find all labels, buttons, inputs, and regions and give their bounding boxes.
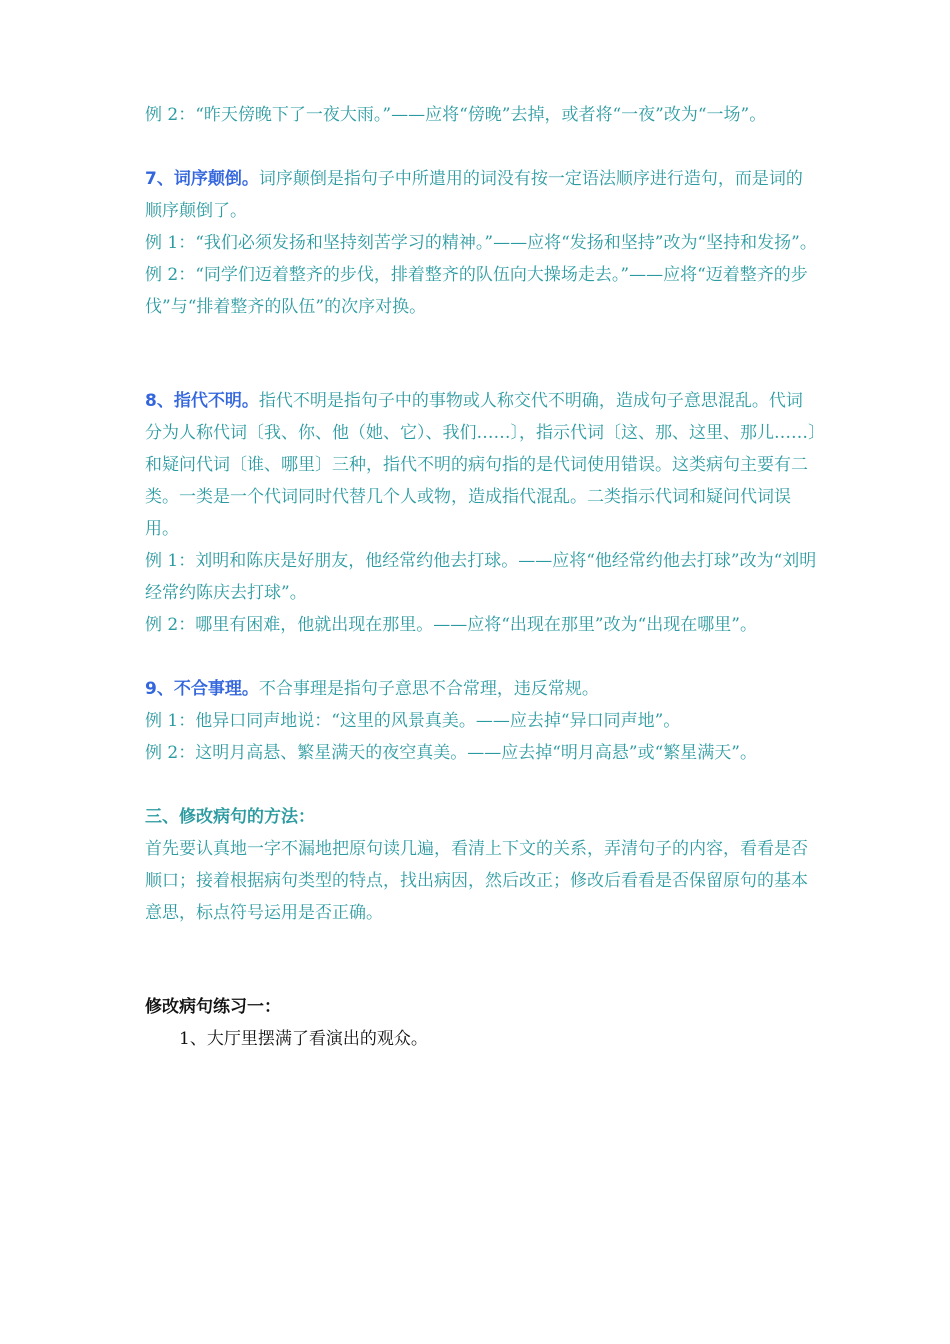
item9-example1: 例 1：他异口同声地说：“这里的风景真美。——应去掉“异口同声地”。 [145, 711, 681, 731]
spacer [145, 641, 817, 673]
spacer [145, 769, 817, 801]
item6-example2: 例 2：“昨天傍晚下了一夜大雨。”——应将“傍晚”去掉，或者将“一夜”改为“一场”。 [145, 105, 767, 125]
section3-heading: 三、修改病句的方法： [145, 807, 315, 827]
item7-example1: 例 1：“我们必须发扬和坚持刻苦学习的精神。”——应将“发扬和坚持”改为“坚持和发扬”。 [145, 233, 817, 253]
spacer [145, 131, 817, 163]
exercise1-question1: 1、大厅里摆满了看演出的观众。 [179, 1029, 428, 1049]
item9-paragraph [145, 673, 817, 705]
item7-example2: 例 2：“同学们迈着整齐的步伐，排着整齐的队伍向大操场走去。”——应将“迈着整齐的步伐”与“排着整齐的队伍”的次序对换。 [145, 265, 808, 317]
item8-paragraph [145, 385, 817, 545]
item9-definition: 不合事理是指句子意思不合常理，违反常规。 [258, 679, 599, 699]
document-page [145, 99, 817, 1055]
item7-definition: 词序颠倒是指句子中所遣用的词没有按一定语法顺序进行造句，而是词的顺序颠倒了。 [145, 169, 803, 221]
section3-body: 首先要认真地一字不漏地把原句读几遍，看清上下文的关系，弄清句子的内容，看看是否顺口；接着根据病句类型的特点，找出病因，然后改正；修改后看看是否保留原句的基本意思，标点符号运用是否正确。 [145, 839, 808, 923]
item9-heading: 9、不合事理。 [145, 679, 259, 699]
item9-example2: 例 2：这明月高悬、繁星满天的夜空真美。——应去掉“明月高悬”或“繁星满天”。 [145, 743, 757, 763]
item8-example1: 例 1：刘明和陈庆是好朋友，他经常约他去打球。——应将“他经常约他去打球”改为“刘明经常约陈庆去打球”。 [145, 551, 817, 603]
item7-heading: 7、词序颠倒。 [145, 169, 259, 189]
spacer [145, 929, 817, 991]
exercise1-heading: 修改病句练习一： [145, 997, 281, 1017]
item7-paragraph [145, 163, 817, 227]
item8-definition: 指代不明是指句子中的事物或人称交代不明确，造成句子意思混乱。代词分为人称代词〔我、你、他（她、它）、我们……〕，指示代词〔这、那、这里、那儿……〕和疑问代词〔谁、哪里〕三种，指代不明的病句指的是代词使用错误。这类病句主要有二类。一类是一个代词同时代替几个人或物，造成指代混乱。二类指示代词和疑问代词误用。 [145, 391, 817, 539]
item8-example2: 例 2：哪里有困难，他就出现在那里。——应将“出现在那里”改为“出现在哪里”。 [145, 615, 757, 635]
item8-heading: 8、指代不明。 [145, 391, 259, 411]
spacer [145, 323, 817, 385]
